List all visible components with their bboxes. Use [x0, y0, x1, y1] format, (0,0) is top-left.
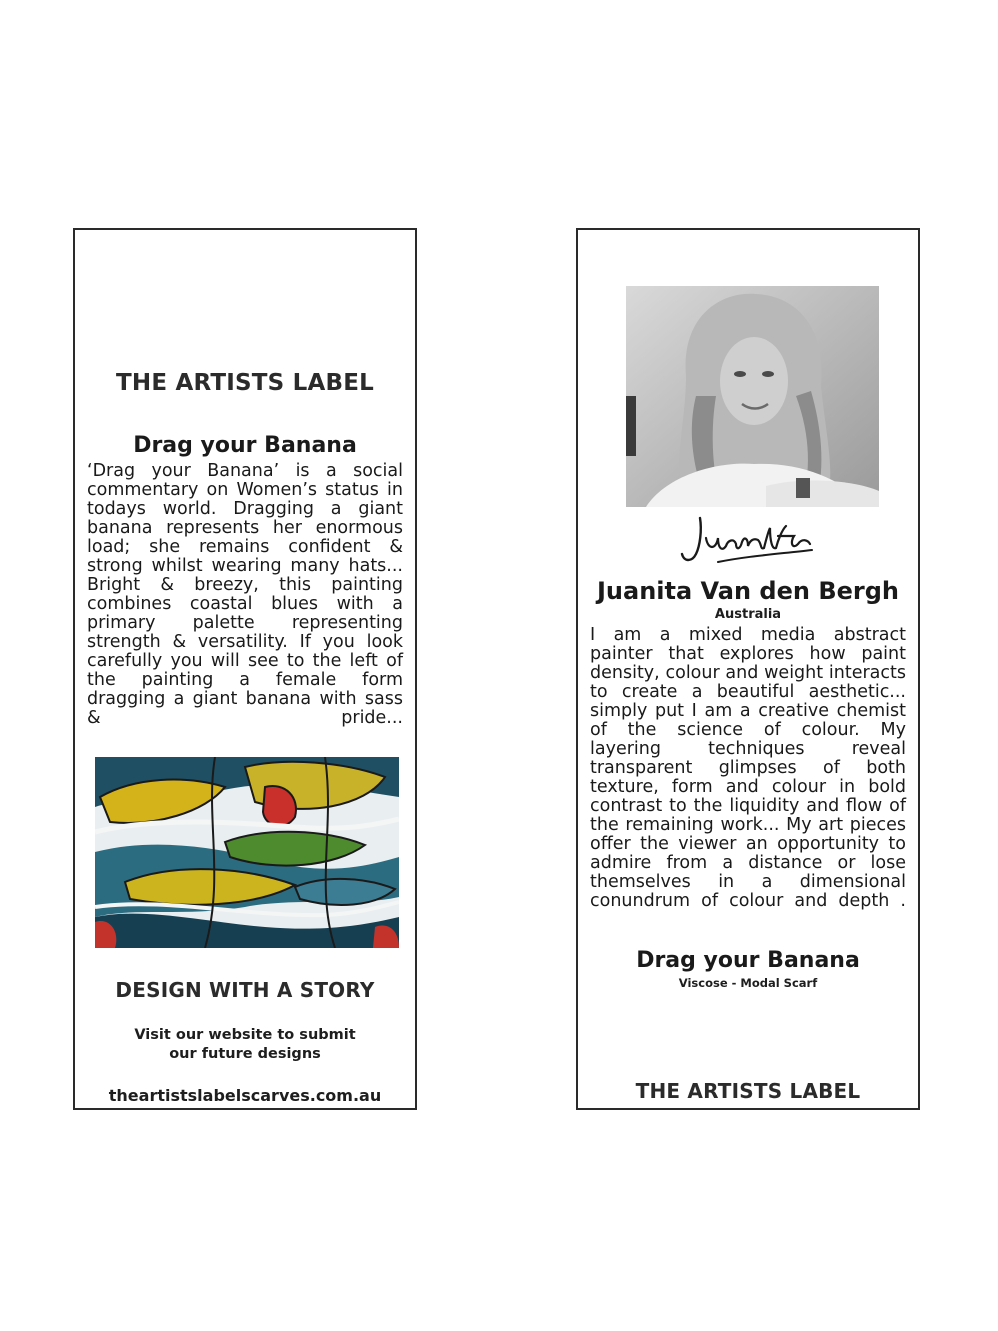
tagline: DESIGN WITH A STORY	[115, 978, 375, 1002]
artist-portrait-image	[626, 286, 879, 507]
brand-footer: THE ARTISTS LABEL	[635, 1079, 861, 1103]
design-description: ‘Drag your Banana’ is a social commentary on Women’s status in todays world. Dragging a giant banana represents her enormous load; she remains confident & strong whilst wearing many hats... Bright & breezy, this painting combines coastal blues with a primary palette representing strength & versatility. If you look carefully you will see to the left of the painting a female form dragging a giant banana with sass & pride...	[87, 461, 403, 728]
design-title: Drag your Banana	[133, 433, 357, 458]
product-material: Viscose - Modal Scarf	[678, 976, 818, 990]
brand-heading: THE ARTISTS LABEL	[116, 370, 374, 396]
artist-name: Juanita Van den Bergh	[596, 577, 899, 605]
abstract-painting-image	[95, 757, 399, 948]
handwritten-signature-image	[678, 510, 818, 572]
website-link: theartistslabelscarves.com.au	[108, 1086, 382, 1105]
artist-bio: I am a mixed media abstract painter that explores how paint density, colour and weight interacts to create a beautiful aesthetic... simply put I am a creative chemist of the science of colour. My layering techniques reveal transparent glimpses of both texture, form and colour in bold contrast to the liquidity and flow of the remaining work... My art pieces offer the viewer an opportunity to admire from a distance or lose themselves in a dimensional conundrum of colour and depth .	[590, 625, 906, 911]
product-title: Drag your Banana	[636, 948, 860, 973]
artist-label-card-back	[576, 228, 920, 1110]
artist-country: Australia	[714, 607, 782, 622]
artist-label-card-front	[73, 228, 417, 1110]
cta-line-1: Visit our website to submit	[134, 1027, 356, 1043]
cta-line-2: our future designs	[169, 1046, 321, 1062]
